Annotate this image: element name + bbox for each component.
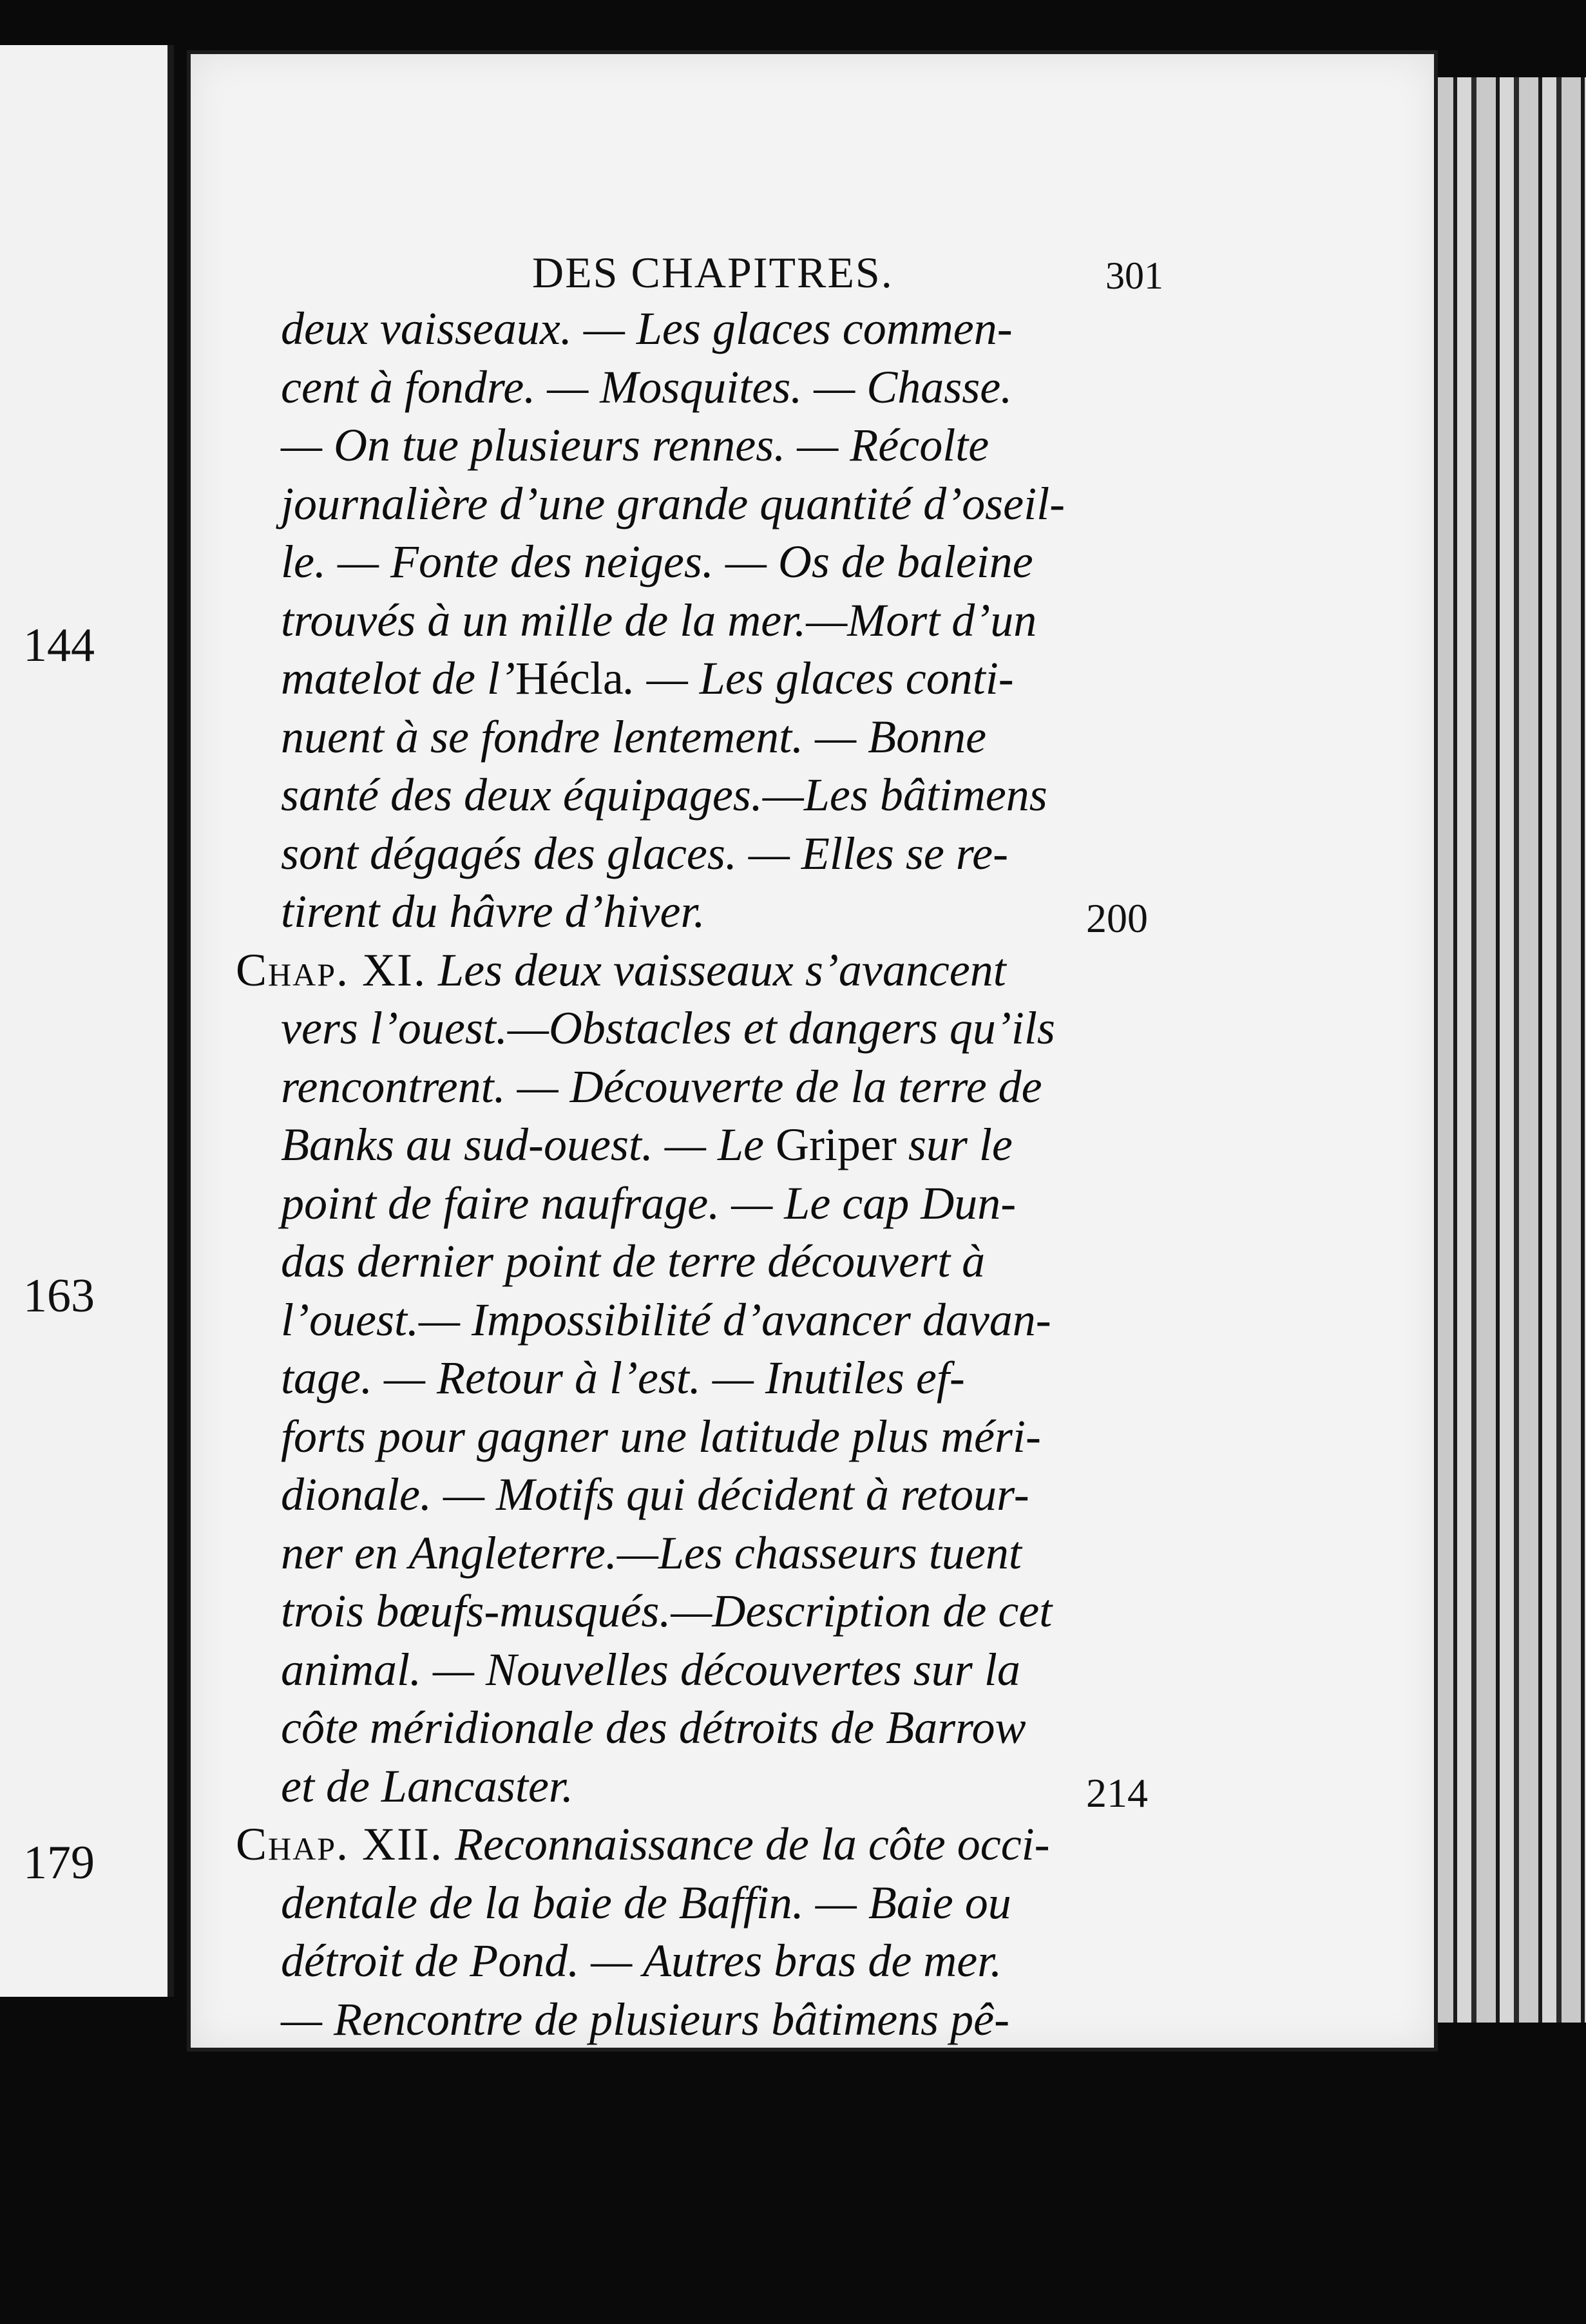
chapter-heading-line [236, 1818, 1050, 1870]
text-line [281, 1293, 1051, 1346]
text-segment: côte méridionale des détroits de Barrow [281, 1702, 1026, 1753]
text-segment: tage. — Retour à l’est. — Inutiles ef- [281, 1352, 965, 1404]
text-segment: — On tue plusieurs rennes. — Récolte [281, 419, 989, 471]
page-reference: 214 [1086, 1769, 1148, 1816]
text-segment: Hécla [515, 652, 624, 704]
text-segment: das dernier point de terre découvert à [281, 1235, 986, 1287]
text-segment: et de Lancaster. [281, 1760, 573, 1812]
text-line [281, 1471, 1029, 1518]
page-number: 301 [1105, 254, 1163, 297]
text-segment: Reconnaissance de la côte occi- [443, 1818, 1050, 1870]
text-line [281, 1060, 1042, 1112]
text-line [281, 1177, 1017, 1229]
text-segment: animal. — Nouvelles découvertes sur la [281, 1643, 1020, 1695]
text-segment: Banks au sud-ouest. — Le [281, 1119, 776, 1170]
text-segment: vers l’ouest.—Obstacles et dangers qu’ils [281, 1002, 1055, 1054]
text-segment: trouvés à un mille de la mer.—Mort d’un [281, 594, 1037, 646]
text-segment: Griper [775, 1119, 897, 1170]
text-line [281, 888, 705, 935]
book-page [187, 50, 1438, 2052]
text-line [281, 1704, 1026, 1751]
left-page-number: 144 [23, 619, 95, 672]
text-segment: point de faire naufrage. — Le cap Dun- [281, 1177, 1017, 1229]
text-line [281, 1410, 1041, 1462]
text-line [281, 1935, 1002, 1986]
text-segment: trois bœufs-musqués.—Description de cet [281, 1585, 1053, 1637]
text-line [281, 710, 987, 763]
text-line [281, 305, 1013, 352]
text-line [281, 594, 1037, 646]
text-line [281, 652, 1014, 704]
text-line [281, 1352, 965, 1404]
text-segment: dionale. — Motifs qui décident à retour- [281, 1469, 1029, 1520]
chapter-label: Chap. XI. [236, 944, 427, 996]
text-line [281, 419, 989, 471]
text-line [281, 1585, 1053, 1637]
text-segment: l’ouest.— Impossibilité d’avancer davan- [281, 1293, 1051, 1346]
text-segment: journalière d’une grande quantité d’oseil- [281, 477, 1065, 529]
text-segment: matelot de l’ [281, 652, 515, 704]
text-segment: le. — Fonte des neiges. — Os de baleine [281, 536, 1033, 587]
text-line [281, 1235, 986, 1287]
chapter-heading-line [236, 944, 1006, 996]
text-segment: sont dégagés des glaces. — Elles se re- [281, 827, 1009, 879]
text-segment: détroit de Pond. — Autres bras de mer. [281, 1935, 1002, 1986]
text-segment: deux vaisseaux. — Les glaces commen- [281, 303, 1013, 354]
page-reference: 200 [1086, 895, 1148, 941]
text-segment: cent à fondre. — Mosquites. — Chasse. [281, 361, 1013, 413]
text-line [281, 538, 1033, 585]
text-line [281, 1643, 1020, 1695]
text-line [281, 1002, 1055, 1054]
text-line [281, 361, 1013, 413]
text-line [281, 1121, 1013, 1168]
text-segment: rencontrent. — Découverte de la terre de [281, 1060, 1042, 1112]
left-page-number: 179 [23, 1836, 95, 1889]
text-line [281, 477, 1065, 529]
text-line [281, 1993, 1010, 2045]
left-page-edge [0, 45, 174, 1997]
left-page-number: 163 [23, 1270, 95, 1322]
text-line [281, 1760, 573, 1812]
text-segment: — Rencontre de plusieurs bâtimens pê- [281, 1993, 1010, 2045]
text-segment: santé des deux équipages.—Les bâtimens [281, 769, 1047, 821]
text-segment: nuent à se fondre lentement. — Bonne [281, 710, 987, 763]
text-segment: tirent du hâvre d’hiver. [281, 886, 705, 937]
text-line [281, 1527, 1022, 1579]
text-segment: Les deux vaisseaux s’avancent [426, 944, 1006, 996]
text-segment: sur le [896, 1119, 1013, 1170]
text-segment: . — Les glaces conti- [623, 652, 1014, 704]
text-segment: dentale de la baie de Baffin. — Baie ou [281, 1876, 1011, 1929]
chapter-label: Chap. XII. [236, 1818, 443, 1870]
text-segment: forts pour gagner une latitude plus méri- [281, 1410, 1041, 1462]
text-line [281, 1876, 1011, 1929]
text-line [281, 769, 1047, 821]
text-line [281, 827, 1009, 879]
text-segment: ner en Angleterre.—Les chasseurs tuent [281, 1527, 1022, 1579]
running-title: DES CHAPITRES. [532, 248, 893, 297]
